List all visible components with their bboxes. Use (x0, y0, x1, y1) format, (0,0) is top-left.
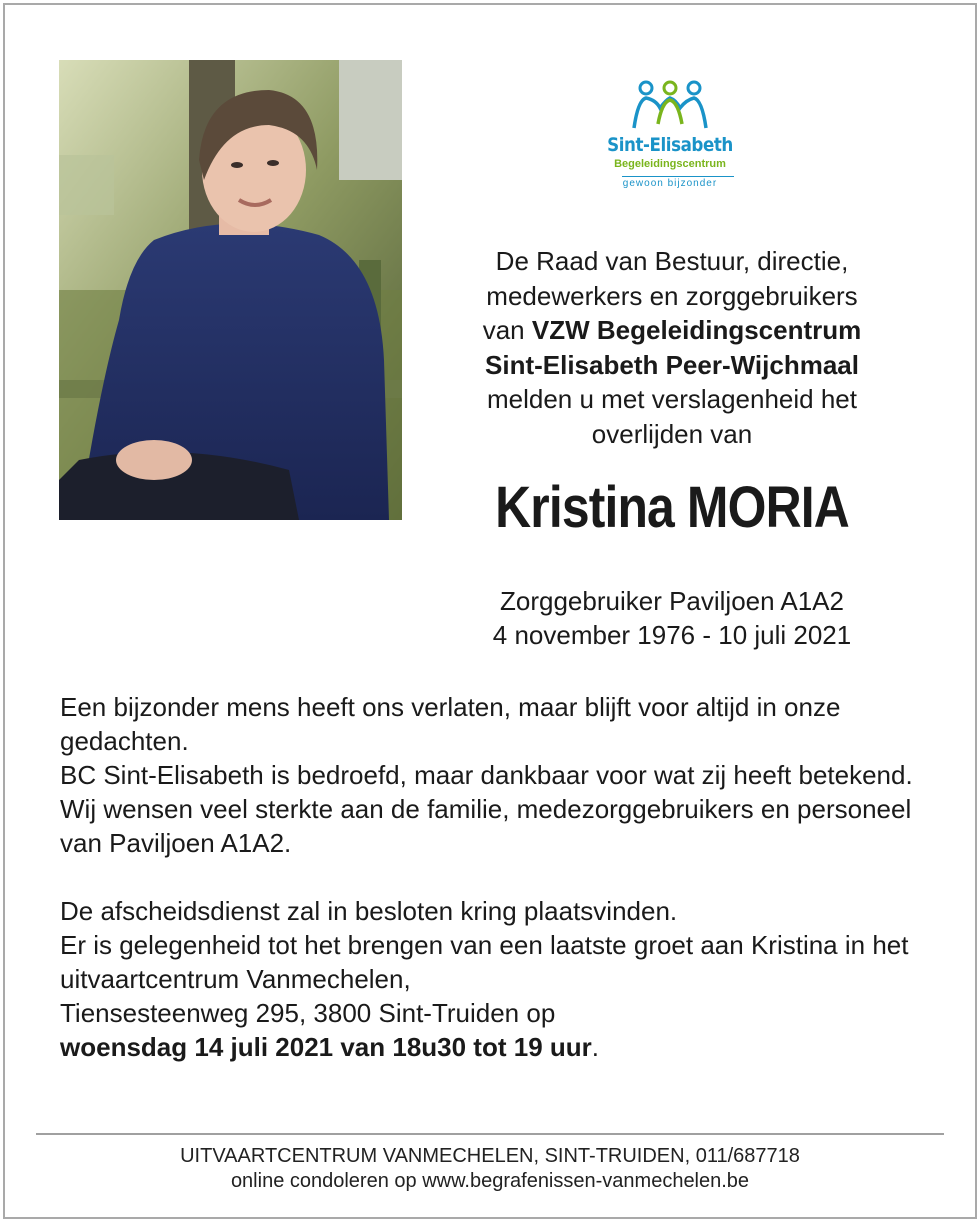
footer (36, 1144, 944, 1194)
footer-condolence-link: online condoleren op www.begrafenissen-vanmechelen.be (230, 1170, 750, 1192)
visitation-date: woensdag 14 juli 2021 van 18u30 tot 19 uur (60, 1032, 592, 1062)
people-figures-icon (632, 78, 708, 130)
footer-funeral-home: UITVAARTCENTRUM VANMECHELEN, SINT-TRUIDEN, 011/687718 (180, 1145, 800, 1167)
message-paragraph: Wij wensen veel sterkte aan de familie, medezorggebruikers en personeel van Paviljoen A1A2. (60, 794, 912, 858)
message-body (60, 690, 940, 1064)
deceased-dates: 4 november 1976 - 10 juli 2021 (492, 620, 852, 650)
message-paragraph: De afscheidsdienst zal in besloten kring plaatsvinden. (60, 896, 678, 926)
paragraph-gap (60, 860, 940, 894)
footer-divider (36, 1133, 944, 1135)
message-paragraph: BC Sint-Elisabeth is bedroefd, maar dankbaar voor wat zij heeft betekend. (60, 760, 913, 790)
visitation-end: . (591, 1032, 599, 1062)
visitation-time (60, 1030, 940, 1064)
logo-tagline: gewoon bijzonder (622, 178, 718, 189)
logo-subtitle: Begeleidingscentrum (614, 158, 726, 170)
message-paragraph: Een bijzonder mens heeft ons verlaten, maar blijft voor altijd in onze gedachten. (60, 692, 841, 756)
announcement-line: overlijden van (591, 418, 753, 449)
sint-elisabeth-logo (596, 78, 744, 194)
portrait-photo (59, 60, 402, 520)
deceased-name: Kristina MORIA (495, 475, 849, 540)
organization-location: Sint-Elisabeth Peer-Wijchmaal (485, 349, 859, 380)
announcement-line: medewerkers en zorggebruikers (486, 280, 858, 311)
organization-name: VZW Begeleidingscentrum (531, 315, 862, 346)
announcement-text (430, 244, 914, 452)
message-paragraph: Er is gelegenheid tot het brengen van een laatste groet aan Kristina in het uitvaartcentrum Vanmechelen, (60, 930, 909, 994)
announcement-line: melden u met verslagenheid het (486, 384, 857, 415)
announcement-line: De Raad van Bestuur, directie, (495, 246, 849, 276)
deceased-role: Zorggebruiker Paviljoen A1A2 (500, 586, 844, 616)
announcement-line (430, 313, 914, 348)
announcement-prefix: van (482, 315, 532, 346)
message-paragraph: Tiensesteenweg 295, 3800 Sint-Truiden op (60, 998, 556, 1028)
deceased-details (430, 584, 914, 652)
logo-divider (622, 176, 734, 177)
logo-name: Sint-Elisabeth (607, 134, 733, 156)
